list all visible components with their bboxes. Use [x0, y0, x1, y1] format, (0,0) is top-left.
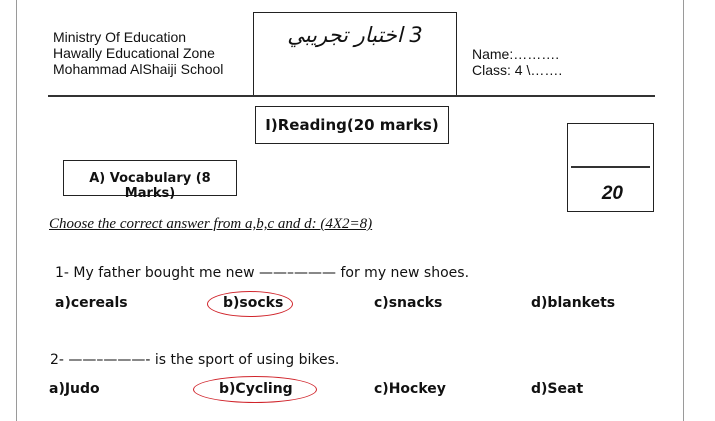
- question-2-text: 2- ——–———- is the sport of using bikes.: [50, 352, 340, 368]
- marks-divider: [571, 166, 650, 168]
- marks-box: [567, 123, 654, 212]
- ministry-label: Ministry Of Education: [53, 29, 187, 45]
- vocabulary-box: [63, 160, 237, 201]
- zone-label: Hawally Educational Zone: [53, 45, 215, 61]
- q1-option-d[interactable]: d)blankets: [531, 295, 616, 311]
- exam-title: 3 اختبار تجريبي: [287, 23, 423, 47]
- q1-option-c[interactable]: c)snacks: [374, 295, 443, 311]
- instruction: Choose the correct answer from a,b,c and d: (4X2=8): [49, 216, 373, 232]
- name-field: Name:……….: [472, 46, 560, 62]
- question-1-text: 1- My father bought me new ——–——— for my new shoes.: [55, 265, 470, 281]
- student-fields: [472, 46, 562, 78]
- total-marks: 20: [601, 183, 623, 204]
- q2-option-a[interactable]: a)Judo: [49, 381, 100, 397]
- q2-option-d[interactable]: d)Seat: [531, 381, 584, 397]
- header-divider: [48, 95, 655, 97]
- school-label: Mohammad AlShaiji School: [53, 61, 224, 77]
- reading-title: I)Reading(20 marks): [265, 116, 439, 134]
- school-info: [53, 29, 223, 77]
- reading-title-box: [255, 106, 449, 144]
- q2-option-b[interactable]: b)Cycling: [219, 381, 293, 397]
- q1-option-a[interactable]: a)cereals: [55, 295, 128, 311]
- vocabulary-title: A) Vocabulary (8 Marks): [89, 171, 211, 201]
- left-page-edge: [16, 0, 17, 421]
- q2-option-c[interactable]: c)Hockey: [374, 381, 446, 397]
- class-field: Class: 4 \…….: [472, 62, 563, 78]
- exam-title-box: [253, 12, 457, 96]
- right-page-edge: [683, 0, 684, 421]
- q1-option-b[interactable]: b)socks: [223, 295, 284, 311]
